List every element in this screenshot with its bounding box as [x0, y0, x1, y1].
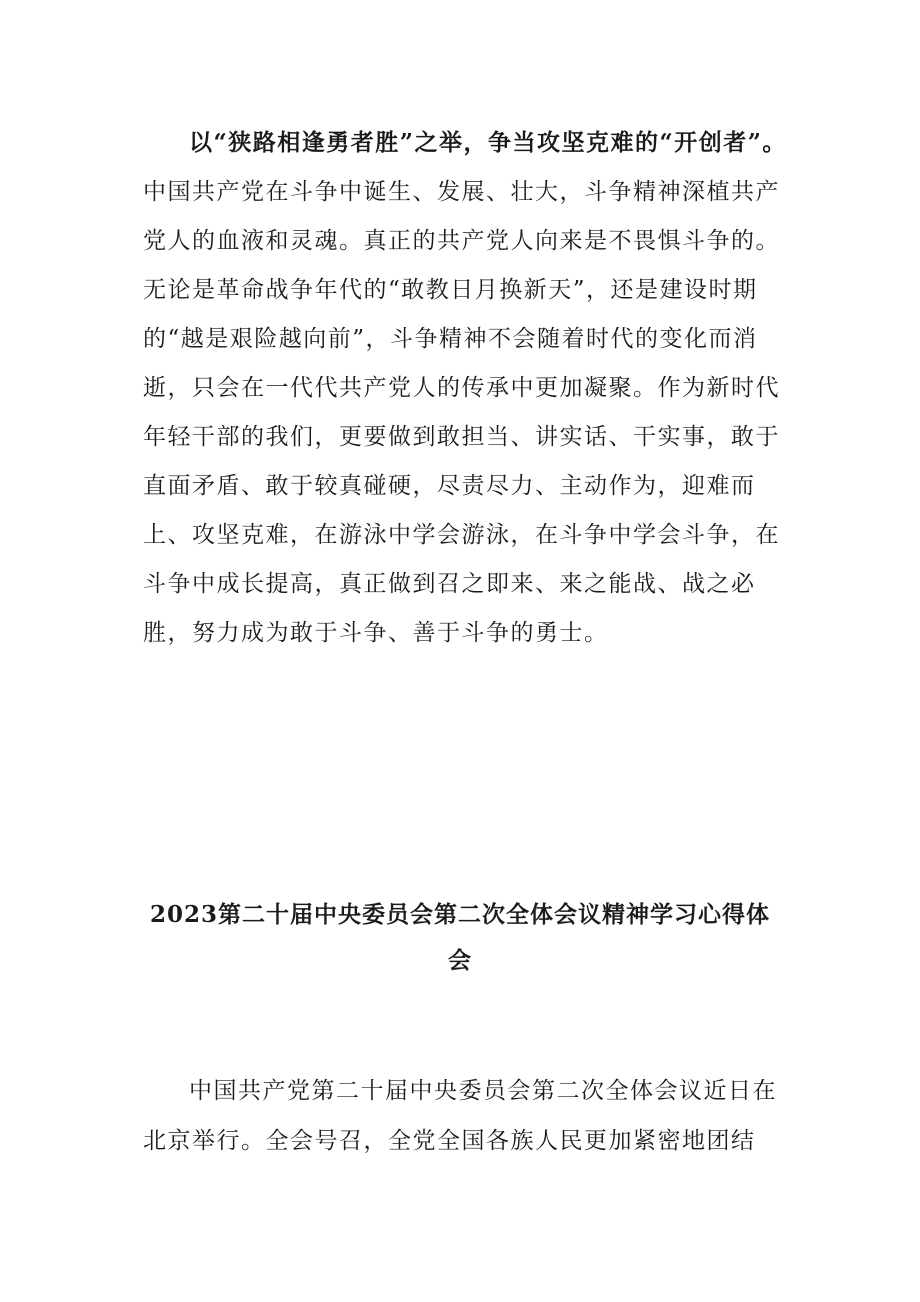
paragraph-body-text: 中国共产党在斗争中诞生、发展、壮大，斗争精神深植共产党人的血液和灵魂。真正的共产党人向来是不畏惧斗争的。无论是革命战争年代的“敢教日月换新天”，还是建设时期的“越是艰险越向前”，斗争精神不会随着时代的变化而消逝，只会在一代代共产党人的传承中更加凝聚。作为新时代年轻干部的我们，更要做到敢担当、讲实话、干实事，敢于直面矛盾、敢于较真碰硬，尽责尽力、主动作为，迎难而上、攻坚克难，在游泳中学会游泳，在斗争中学会斗争，在斗争中成长提高，真正做到召之即来、来之能战、战之必胜，努力成为敢于斗争、善于斗争的勇士。: [143, 179, 780, 646]
article-title-text: 2023第二十届中央委员会第二次全体会议精神学习心得体会: [149, 901, 770, 974]
article-title: [0, 892, 920, 984]
paragraph-lead-heading: 以“狭路相逢勇者胜”之举，争当攻坚克难的“开创者”。: [189, 129, 787, 156]
article-intro-paragraph: 中国共产党第二十届中央委员会第二次全体会议近日在北京举行。全会号召，全党全国各族人民更加紧密地团结: [143, 1078, 777, 1154]
paragraph-section-1: [143, 118, 793, 658]
